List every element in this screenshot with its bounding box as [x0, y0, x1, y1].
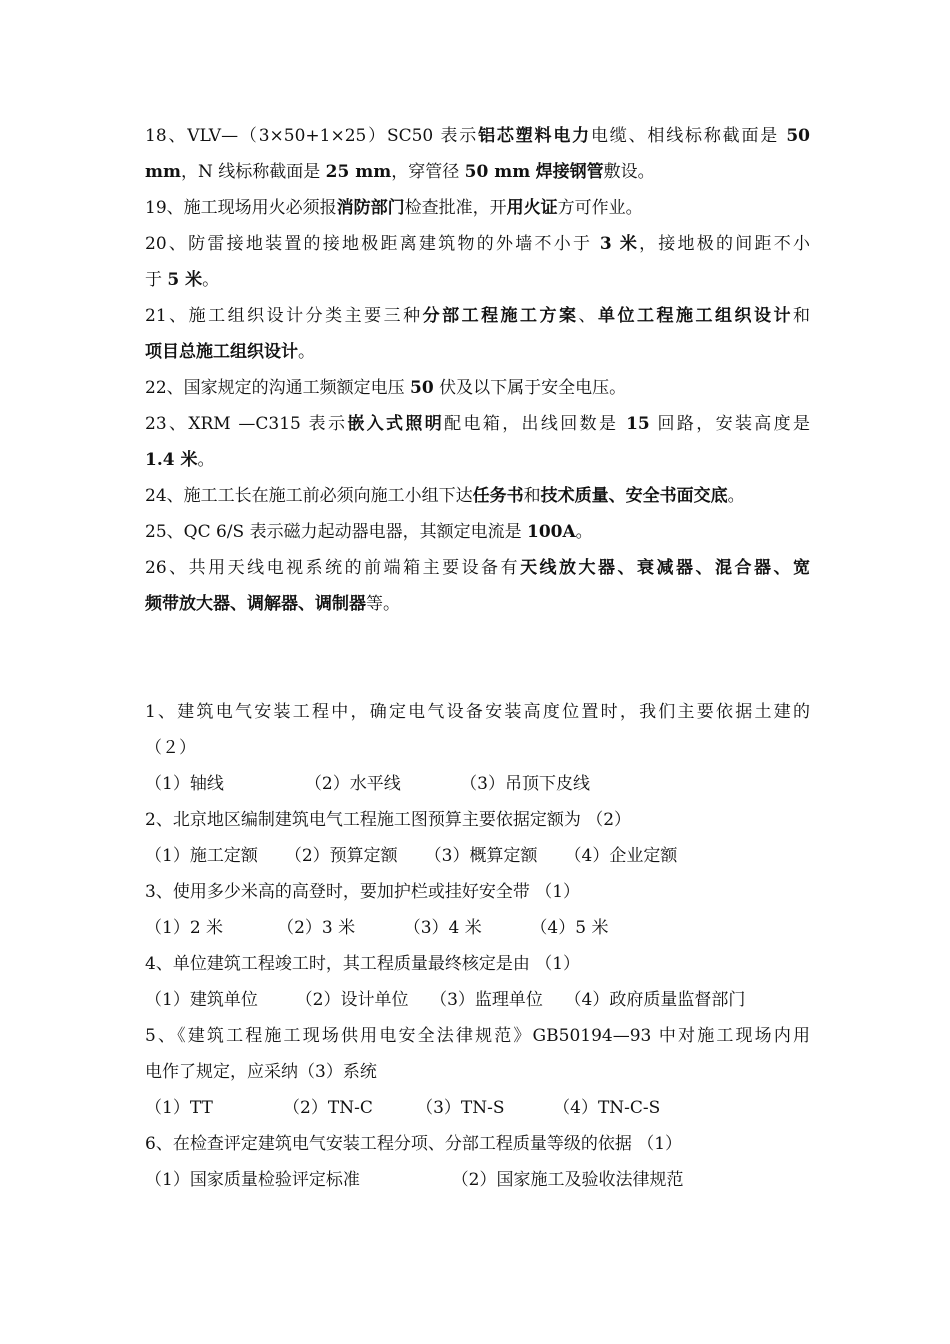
- question-line: [145, 262, 810, 298]
- question-line: [145, 334, 810, 370]
- document-page: [145, 118, 810, 1198]
- answer-text: 50 mm: [464, 162, 531, 182]
- question-q18: [145, 118, 810, 190]
- question-q19: [145, 190, 810, 226]
- question-stem: 1、建筑电气安装工程中，确定电气设备安装高度位置时，我们主要依据土建的: [145, 702, 810, 722]
- answer-text: 15: [626, 414, 650, 434]
- question-line: [145, 190, 810, 226]
- answer-text: 技术质量、安全书面交底: [540, 486, 728, 506]
- section-gap: [145, 622, 810, 694]
- question-text: 于: [145, 270, 168, 290]
- question-q21: [145, 298, 810, 370]
- question-stem: 5、《建筑工程施工现场供用电安全法律规范》GB50194—93 中对施工现场内用: [145, 1026, 810, 1046]
- answer-text: 3 米: [599, 234, 640, 254]
- question-text: 、: [578, 306, 599, 326]
- answer-text: 铝芯塑料电力: [478, 126, 591, 146]
- multiple-choice-questions: [145, 694, 810, 1198]
- question-text: 方可作业。: [557, 198, 643, 218]
- question-text: 配电箱，出线回数是: [444, 414, 627, 434]
- question-text: 敷设。: [603, 162, 655, 182]
- question-stem: 3、使用多少米高的高登时，要加护栏或挂好安全带 （1）: [145, 882, 581, 902]
- answer-text: 100A: [526, 522, 576, 542]
- question-text: 伏及以下属于安全电压。: [433, 378, 627, 398]
- question-text: 等。: [366, 594, 400, 614]
- answer-text: 消防部门: [336, 198, 405, 218]
- question-text: 19、施工现场用火必须报: [145, 198, 337, 218]
- answer-text: 1.4 米: [145, 450, 198, 470]
- question-text: 。: [575, 522, 593, 542]
- choice-question-m3: [145, 874, 810, 946]
- answer-text: 单位工程施工组织设计: [598, 306, 794, 326]
- question-line: [145, 550, 810, 586]
- question-text: 22、国家规定的沟通工频额定电压: [145, 378, 411, 398]
- question-text: ，接地极的间距不小: [639, 234, 810, 254]
- question-text: 。: [298, 342, 315, 362]
- question-text: ，穿管径: [391, 162, 465, 182]
- question-line: [145, 154, 810, 190]
- question-text: 。: [202, 270, 220, 290]
- question-text: 和: [523, 486, 541, 506]
- question-line: [145, 406, 810, 442]
- answer-options: （1）施工定额 （2）预算定额 （3）概算定额 （4）企业定额: [145, 846, 678, 866]
- question-text: 。: [727, 486, 745, 506]
- answer-text: 50: [786, 126, 811, 146]
- question-line: [145, 586, 810, 622]
- answer-text: 天线放大器、衰减器、混合器、宽: [520, 558, 811, 578]
- question-stem: 2、北京地区编制建筑电气工程施工图预算主要依据定额为 （2）: [145, 810, 632, 830]
- question-q23: [145, 406, 810, 478]
- question-line: [145, 118, 810, 154]
- question-line: [145, 298, 810, 334]
- question-q22: [145, 370, 810, 406]
- question-q24: [145, 478, 810, 514]
- answer-options: （1）轴线 （2）水平线 （3）吊顶下皮线: [145, 774, 590, 794]
- answer-text: 嵌入式照明: [347, 414, 445, 434]
- question-text: 25、QC 6/S 表示磁力起动器电器，其额定电流是: [145, 522, 527, 542]
- question-line: [145, 370, 810, 406]
- question-text: 26、共用天线电视系统的前端箱主要设备有: [145, 558, 521, 578]
- question-text: 电缆、相线标称截面是: [590, 126, 787, 146]
- question-text: 和: [793, 306, 811, 326]
- question-line: [145, 442, 810, 478]
- answer-text: 焊接钢管: [535, 162, 604, 182]
- answer-text: 25 mm: [325, 162, 392, 182]
- question-text: 回路，安装高度是: [649, 414, 811, 434]
- question-q25: [145, 514, 810, 550]
- answer-text: 分部工程施工方案: [422, 306, 579, 326]
- choice-question-m4: [145, 946, 810, 1018]
- choice-question-m2: [145, 802, 810, 874]
- question-text: 18、VLV—（3×50+1×25）SC50 表示: [145, 126, 479, 146]
- question-line: [145, 478, 810, 514]
- question-line: [145, 514, 810, 550]
- question-q20: [145, 226, 810, 298]
- question-stem: 电作了规定，应采纳（3）系统: [145, 1062, 377, 1082]
- choice-question-m6: [145, 1126, 810, 1198]
- answer-options: （1）建筑单位 （2）设计单位 （3）监理单位 （4）政府质量监督部门: [145, 990, 746, 1010]
- question-text: 24、施工工长在施工前必须向施工小组下达: [145, 486, 473, 506]
- choice-question-m5: [145, 1018, 810, 1126]
- answer-text: 项目总施工组织设计: [145, 342, 298, 362]
- question-stem: （２）: [145, 738, 196, 758]
- answer-text: 频带放大器、调解器、调制器: [145, 594, 366, 614]
- answer-text: 任务书: [472, 486, 524, 506]
- question-text: 20、防雷接地装置的接地极距离建筑物的外墙不小于: [145, 234, 600, 254]
- question-line: [145, 226, 810, 262]
- question-stem: 6、在检查评定建筑电气安装工程分项、分部工程质量等级的依据 （1）: [145, 1134, 683, 1154]
- question-stem: 4、单位建筑工程竣工时，其工程质量最终核定是由 （1）: [145, 954, 581, 974]
- answer-text: 用火证: [506, 198, 558, 218]
- question-q26: [145, 550, 810, 622]
- answer-text: 50: [410, 378, 434, 398]
- answer-options: （1）国家质量检验评定标准 （2）国家施工及验收法律规范: [145, 1170, 684, 1190]
- question-text: 。: [197, 450, 215, 470]
- question-text: 检查批准，开: [404, 198, 507, 218]
- question-text: ，N 线标称截面是: [180, 162, 326, 182]
- answer-text: mm: [145, 162, 181, 182]
- fill-in-questions: [145, 118, 810, 622]
- answer-options: （1）TT （2）TN-C （3）TN-S （4）TN-C-S: [145, 1098, 661, 1118]
- answer-options: （1）2 米 （2）3 米 （3）4 米 （4）5 米: [145, 918, 609, 938]
- answer-text: 5 米: [167, 270, 203, 290]
- choice-question-m1: [145, 694, 810, 802]
- question-text: 21、施工组织设计分类主要三种: [145, 306, 423, 326]
- question-text: 23、XRM —C315 表示: [145, 414, 348, 434]
